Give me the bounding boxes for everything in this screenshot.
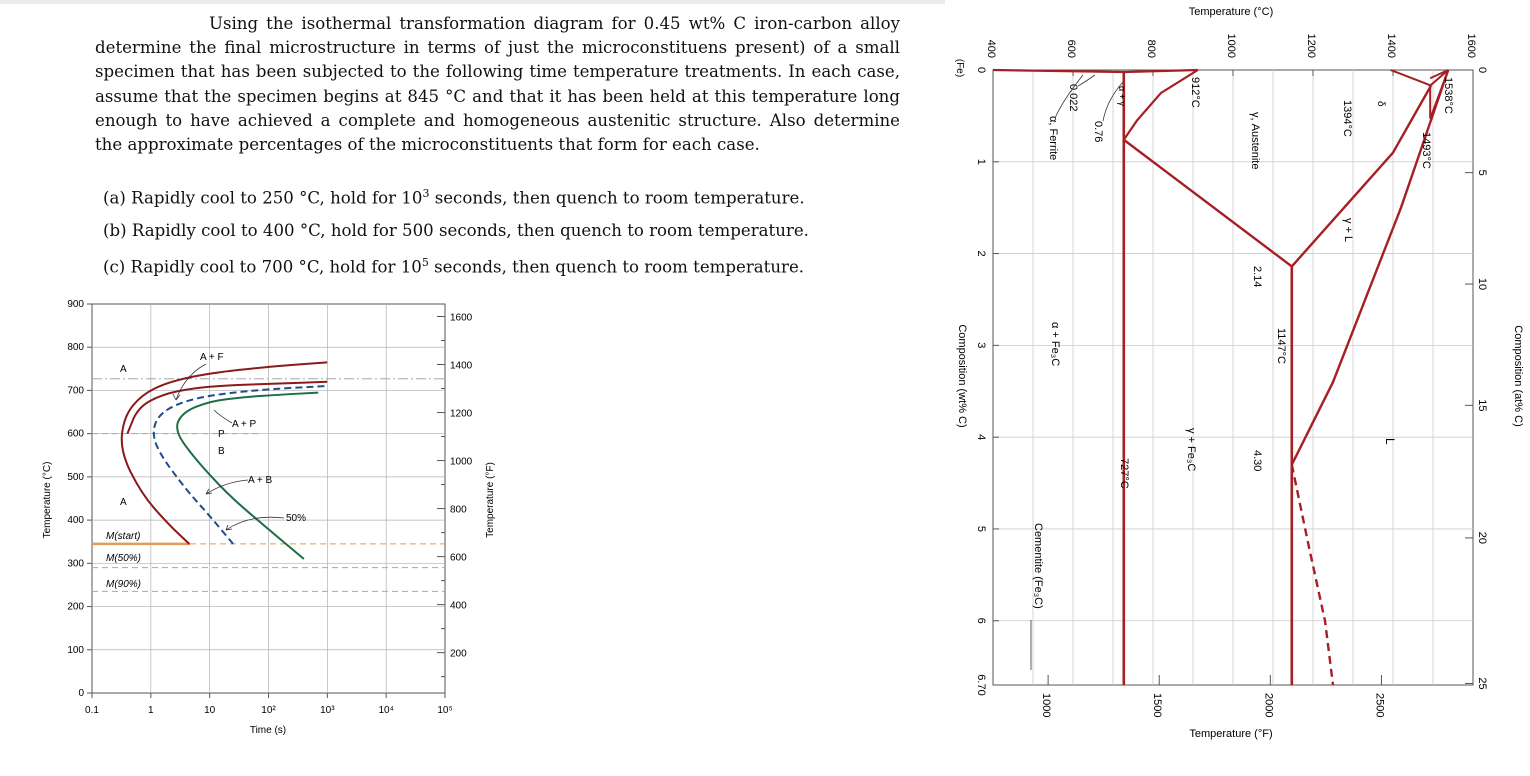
ttt-martensite-labels xyxy=(106,531,141,590)
f-tick-label: 2500 xyxy=(1373,693,1386,718)
ttt-y-ticks xyxy=(67,299,92,699)
fec-label: 0.76 xyxy=(1092,121,1104,143)
y-tick-label: 700 xyxy=(67,385,84,397)
fec-label: γ + L xyxy=(1342,218,1354,243)
region-label: A xyxy=(120,364,127,375)
region-label: B xyxy=(218,446,225,457)
region-label: A + B xyxy=(248,475,273,486)
y2-tick-label: 1600 xyxy=(450,312,473,324)
comp-tick-label: 6 xyxy=(975,617,987,624)
problem-intro: Using the isothermal transformation diagram for 0.45 wt% C iron-carbon alloy determine the final microstructure in terms of just the microconstituens present) of a small specimen that has been subjected to the following time temperature treatments. In each case, assume that the specimen begins at 845 °C and that it has been held at this temperature long enough to have achieved a complete and homogeneous austenitic structure. Also determine the approximate percentages of the microconstituents that form for each case. xyxy=(95,14,900,155)
fe-c-phase-diagram xyxy=(945,0,1530,776)
comp-tick-label: 6.70 xyxy=(975,674,987,696)
fe-label: (Fe) xyxy=(954,58,965,78)
part-a xyxy=(103,178,809,215)
m-50-label: M(50%) xyxy=(106,553,142,564)
y-tick-label: 100 xyxy=(67,644,84,656)
comp-tick-label: 0 xyxy=(975,66,987,74)
fec-label: Cementite (Fe₃C) xyxy=(1032,523,1044,609)
fec-label: 727°C xyxy=(1118,458,1130,489)
problem-statement xyxy=(95,12,900,157)
phase-boundary xyxy=(1124,140,1292,267)
y2-tick-label: 1400 xyxy=(450,360,473,372)
fec-label: α, Ferrite xyxy=(1047,116,1059,161)
ttt-curve xyxy=(127,382,327,434)
at-tick-label: 20 xyxy=(1476,531,1488,545)
region-label: A + F xyxy=(200,352,224,363)
comp-tick-label: 3 xyxy=(975,342,987,349)
y-tick-label: 300 xyxy=(67,558,84,570)
comp-tick-label: 1 xyxy=(975,158,987,165)
fec-label: 1538°C xyxy=(1442,77,1454,114)
ttt-y2-axis-label: Temperature (°F) xyxy=(485,462,496,538)
phase-boundary xyxy=(1292,465,1333,685)
part-label: (b) xyxy=(103,220,127,240)
ttt-x-axis-label: Time (s) xyxy=(249,725,287,736)
x-tick-label: 10⁵ xyxy=(437,705,453,716)
comp-tick-label: 4 xyxy=(975,434,987,441)
y-tick-label: 800 xyxy=(67,342,84,354)
fec-label: 1394°C xyxy=(1341,100,1353,137)
at-tick-label: 0 xyxy=(1476,66,1488,74)
y-tick-label: 600 xyxy=(67,428,84,440)
part-label: (a) xyxy=(103,188,126,208)
y2-tick-label: 800 xyxy=(450,504,467,516)
top-band xyxy=(0,0,945,4)
temp-tick-label: 1600 xyxy=(1465,33,1477,58)
fec-label: 1493°C xyxy=(1420,132,1432,169)
fec-label: γ + Fe₃C xyxy=(1185,428,1197,472)
y2-tick-label: 1200 xyxy=(450,408,473,420)
at-tick-label: 25 xyxy=(1476,677,1488,690)
comp-tick-label: 2 xyxy=(975,250,987,257)
ttt-y-axis-label: Temperature (°C) xyxy=(42,461,53,539)
y-tick-label: 0 xyxy=(78,688,84,699)
region-label: A + P xyxy=(232,419,257,430)
y-tick-label: 200 xyxy=(67,601,84,613)
y2-tick-label: 200 xyxy=(450,648,467,660)
x-tick-label: 0.1 xyxy=(85,705,99,716)
m-90-label: M(90%) xyxy=(106,579,142,590)
temp-tick-label: 800 xyxy=(1145,39,1157,58)
part-sup: 5 xyxy=(421,255,429,269)
part-sup: 3 xyxy=(422,187,430,200)
region-label: 50% xyxy=(286,513,307,524)
y-tick-label: 500 xyxy=(67,471,84,483)
part-text: Rapidly cool to 250 °C, hold for 10 xyxy=(131,188,423,208)
ttt-grid xyxy=(92,304,445,693)
fec-label: 4.30 xyxy=(1251,450,1263,472)
phase-boundary xyxy=(1391,70,1431,86)
f-tick-label: 1500 xyxy=(1151,693,1164,718)
ttt-y2-ticks xyxy=(437,312,473,676)
fec-grid xyxy=(993,70,1473,685)
fec-label: L xyxy=(1383,438,1397,445)
x-tick-label: 10⁴ xyxy=(378,705,394,716)
temp-tick-label: 1200 xyxy=(1305,33,1317,58)
temp-tick-label: 400 xyxy=(985,39,997,58)
part-text: Rapidly cool to 400 °C, hold for 500 seconds, then quench to room temperature. xyxy=(131,220,809,240)
fec-label: 1147°C xyxy=(1275,328,1287,364)
phase-boundary xyxy=(1292,70,1448,465)
fec-label: 0.022 xyxy=(1067,84,1079,112)
y-tick-label: 400 xyxy=(67,515,84,527)
comp-tick-label: 5 xyxy=(975,525,987,533)
at-tick-label: 15 xyxy=(1476,399,1488,412)
fec-label: α + γ xyxy=(1117,86,1127,106)
part-label: (c) xyxy=(103,257,126,277)
problem-parts xyxy=(103,178,809,283)
y2-tick-label: 400 xyxy=(450,600,467,612)
fec-label: δ xyxy=(1375,101,1386,107)
ttt-region-labels xyxy=(120,352,306,524)
at-tick-label: 10 xyxy=(1476,277,1488,291)
ttt-diagram xyxy=(0,290,496,750)
region-label: A xyxy=(120,497,127,508)
fec-right-axis-label: Composition (at% C) xyxy=(1512,325,1524,427)
f-tick-label: 2000 xyxy=(1262,693,1275,718)
temp-tick-label: 1400 xyxy=(1385,33,1397,58)
fec-left-axis-label: Composition (wt% C) xyxy=(956,324,968,428)
fec-top-axis-label: Temperature (°C) xyxy=(1188,6,1274,18)
temp-tick-label: 600 xyxy=(1065,39,1077,58)
fec-bottom-axis-label: Temperature (°F) xyxy=(1189,728,1273,740)
fec-labels xyxy=(1031,75,1454,670)
f-tick-label: 1000 xyxy=(1040,693,1053,718)
part-b xyxy=(103,215,809,247)
x-tick-label: 10² xyxy=(261,705,276,716)
fec-phase-boundaries xyxy=(993,70,1448,685)
m-start-label: M(start) xyxy=(106,531,141,542)
x-tick-label: 10³ xyxy=(320,705,335,716)
x-tick-label: 1 xyxy=(148,705,154,716)
x-tick-label: 10 xyxy=(204,705,216,716)
fec-label: 912°C xyxy=(1189,77,1201,108)
part-text-end: seconds, then quench to room temperature. xyxy=(428,257,805,277)
y2-tick-label: 1000 xyxy=(450,456,473,468)
fec-label: γ, Austenite xyxy=(1249,112,1261,170)
y-tick-label: 900 xyxy=(67,299,84,310)
region-label: P xyxy=(218,429,225,440)
fec-pointer xyxy=(1078,75,1095,86)
at-tick-label: 5 xyxy=(1476,169,1488,176)
ttt-x-ticks xyxy=(85,693,453,716)
part-c xyxy=(103,247,809,284)
part-text: Rapidly cool to 700 °C, hold for 10 xyxy=(130,257,422,277)
y2-tick-label: 600 xyxy=(450,552,467,564)
phase-boundary xyxy=(1124,70,1198,140)
fec-label: 2.14 xyxy=(1251,266,1263,288)
fec-label: α + Fe₃C xyxy=(1049,322,1061,367)
temp-tick-label: 1000 xyxy=(1225,33,1237,58)
part-text-end: seconds, then quench to room temperature. xyxy=(429,188,805,208)
